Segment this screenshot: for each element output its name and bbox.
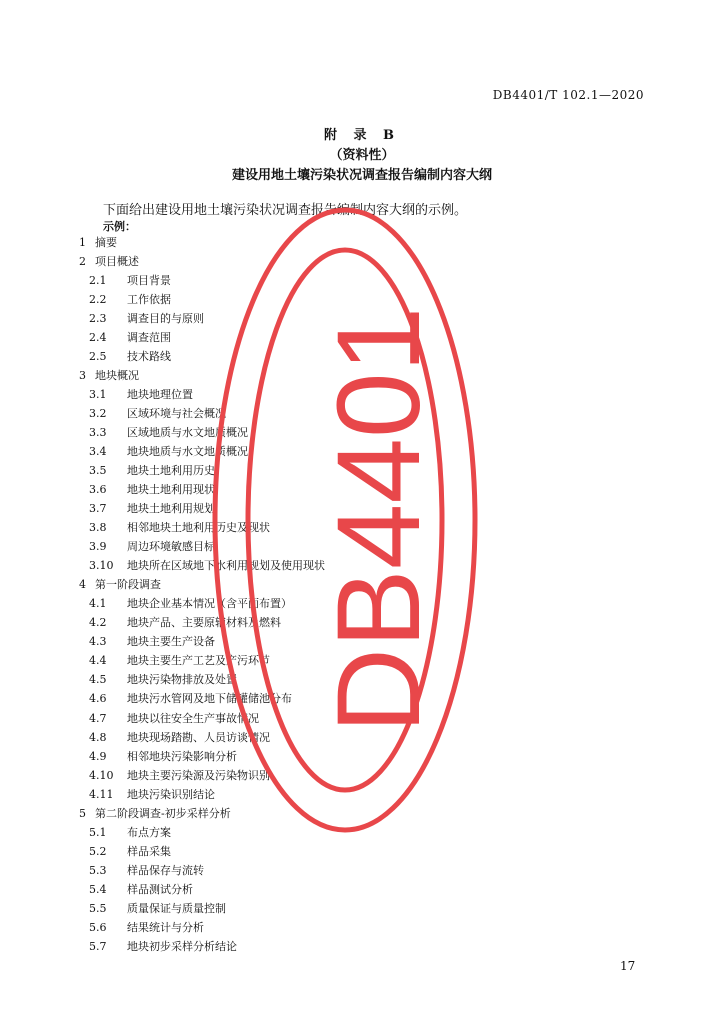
outline-item-text: 地块土地利用规划 — [127, 502, 215, 516]
outline-item-number: 1 — [79, 236, 86, 249]
outline-item-text: 相邻地块污染影响分析 — [127, 749, 237, 763]
outline-item-number: 5 — [79, 806, 86, 820]
outline-item-number: 5.6 — [89, 920, 107, 934]
outline-item-text: 地块概况 — [95, 369, 139, 383]
outline-item-number: 4.4 — [89, 654, 107, 668]
outline-item-text: 样品采集 — [127, 844, 171, 858]
outline-item-text: 地块产品、主要原辅材料及燃料 — [127, 616, 281, 630]
outline-item-text: 区域环境与社会概况 — [127, 407, 226, 421]
outline-item-number: 3.3 — [89, 426, 107, 440]
outline-item — [79, 807, 231, 821]
outline-item — [89, 388, 193, 402]
outline-item-number: 3.7 — [89, 502, 107, 516]
outline-item — [89, 673, 237, 687]
outline-item — [89, 940, 237, 954]
outline-item — [89, 464, 215, 478]
outline-item-number: 5.7 — [89, 939, 107, 953]
outline-item-text: 样品测试分析 — [127, 882, 193, 896]
outline-item — [89, 502, 215, 516]
outline-item — [89, 654, 270, 668]
outline-item — [89, 350, 171, 364]
appendix-type: （资料性） — [329, 148, 395, 163]
outline-item — [89, 883, 193, 897]
outline-item-number: 4.9 — [89, 749, 107, 763]
outline-item-text: 地块主要生产设备 — [127, 635, 215, 649]
outline-item-number: 4.10 — [89, 768, 114, 782]
outline-item — [89, 864, 204, 878]
appendix-title: 附 录 B — [323, 128, 401, 143]
outline-item — [89, 540, 215, 554]
outline-item-text: 技术路线 — [127, 350, 171, 364]
outline-item-text: 样品保存与流转 — [127, 863, 204, 877]
outline-item — [89, 483, 215, 497]
standard-code: DB4401/T 102.1—2020 — [492, 88, 644, 102]
outline-item-text: 地块污染识别结论 — [127, 787, 215, 801]
outline-item-text: 质量保证与质量控制 — [127, 901, 226, 915]
outline-item-text: 布点方案 — [127, 825, 171, 839]
outline-item-number: 5.3 — [89, 863, 107, 877]
outline-item-number: 3.8 — [89, 521, 107, 535]
outline-item-text: 相邻地块土地利用历史及现状 — [127, 521, 270, 535]
outline-item — [89, 921, 204, 935]
outline-item-text: 地块初步采样分析结论 — [127, 939, 237, 953]
outline-item — [89, 731, 270, 745]
outline-item-number: 5.1 — [89, 825, 107, 839]
outline-item-number: 3.10 — [89, 559, 114, 573]
outline-item — [89, 407, 226, 421]
page-number: 17 — [620, 959, 636, 973]
outline-item-text: 项目背景 — [127, 274, 171, 288]
outline-item — [79, 236, 117, 250]
outline-item — [89, 635, 215, 649]
outline-item — [79, 578, 161, 592]
outline-item-text: 地块现场踏勘、人员访谈情况 — [127, 730, 270, 744]
outline-item-text: 地块地质与水文地质概况 — [127, 445, 248, 459]
outline-item-number: 2 — [79, 255, 86, 269]
outline-item-number: 3.9 — [89, 540, 107, 554]
outline-item — [89, 274, 171, 288]
stamp-inner-ring — [248, 250, 442, 790]
outline-item-number: 4.1 — [89, 597, 107, 611]
outline-item — [79, 255, 139, 269]
outline-item-text: 摘要 — [95, 236, 117, 249]
outline-item — [79, 369, 139, 383]
outline-item-text: 地块主要生产工艺及产污环节 — [127, 654, 270, 668]
outline-item — [89, 845, 171, 859]
outline-item-number: 4.2 — [89, 616, 107, 630]
outline-item — [89, 597, 292, 611]
outline-item-text: 地块以往安全生产事故情况 — [127, 711, 259, 725]
outline-item — [89, 616, 281, 630]
outline-item — [89, 902, 226, 916]
outline-item — [89, 445, 248, 459]
outline-item-number: 4 — [79, 578, 86, 592]
outline-item — [89, 826, 171, 840]
outline-item-number: 3.2 — [89, 407, 107, 421]
outline-item — [89, 769, 270, 783]
outline-item-number: 3.1 — [89, 388, 107, 402]
outline-item-number: 2.2 — [89, 293, 107, 307]
outline-item-number: 4.3 — [89, 635, 107, 649]
outline-item-text: 结果统计与分析 — [127, 920, 204, 934]
outline-item-text: 第一阶段调查 — [95, 578, 161, 592]
intro-text: 下面给出建设用地土壤污染状况调查报告编制内容大纲的示例。 — [103, 203, 468, 218]
outline-item-number: 3 — [79, 369, 86, 383]
outline-item-number: 2.3 — [89, 312, 107, 326]
outline-item-text: 第二阶段调查-初步采样分析 — [95, 806, 231, 820]
outline-item — [89, 692, 292, 706]
outline-item-number: 3.4 — [89, 445, 107, 459]
outline-item — [89, 426, 248, 440]
outline-item — [89, 312, 204, 326]
outline-item-text: 地块污染物排放及处置 — [127, 673, 237, 687]
outline-item-number: 5.2 — [89, 844, 107, 858]
outline-item — [89, 331, 171, 345]
outline-item-text: 地块地理位置 — [127, 388, 193, 402]
outline-item — [89, 521, 270, 535]
appendix-heading: 建设用地土壤污染状况调查报告编制内容大纲 — [231, 168, 492, 183]
outline-item-text: 地块土地利用历史 — [127, 464, 215, 478]
stamp-text: DB4401 — [313, 306, 446, 734]
outline-item-text: 项目概述 — [95, 255, 139, 269]
outline-item-text: 地块土地利用现状 — [127, 483, 215, 497]
outline-item-text: 周边环境敏感目标 — [127, 540, 215, 554]
outline-item-number: 4.6 — [89, 692, 107, 706]
outline-item-number: 4.7 — [89, 711, 107, 725]
outline-item-text: 地块企业基本情况（含平面布置） — [127, 597, 292, 611]
outline-item-number: 3.6 — [89, 483, 107, 497]
outline-item — [89, 293, 171, 307]
outline-item-number: 4.8 — [89, 730, 107, 744]
outline-item-text: 调查目的与原则 — [127, 312, 204, 326]
outline-item-number: 5.4 — [89, 882, 107, 896]
outline-item-text: 工作依据 — [127, 293, 171, 307]
outline-item-text: 地块所在区域地下水利用规划及使用现状 — [127, 559, 325, 573]
outline-item-text: 调查范围 — [127, 331, 171, 345]
example-label: 示例： — [103, 220, 136, 233]
outline-item-number: 4.11 — [89, 787, 114, 801]
outline-item-number: 2.4 — [89, 331, 107, 345]
outline-item — [89, 750, 237, 764]
outline-item — [89, 712, 259, 726]
outline-item-number: 3.5 — [89, 464, 107, 478]
outline-item-number: 2.1 — [89, 274, 107, 288]
outline-item-number: 5.5 — [89, 901, 107, 915]
outline-item-text: 地块主要污染源及污染物识别 — [127, 768, 270, 782]
outline-item-text: 区域地质与水文地质概况 — [127, 426, 248, 440]
outline-item-number: 2.5 — [89, 350, 107, 364]
outline-item-number: 4.5 — [89, 673, 107, 687]
outline-item — [89, 788, 215, 802]
outline-item-text: 地块污水管网及地下储罐储池分布 — [127, 692, 292, 706]
outline-item — [89, 559, 325, 573]
